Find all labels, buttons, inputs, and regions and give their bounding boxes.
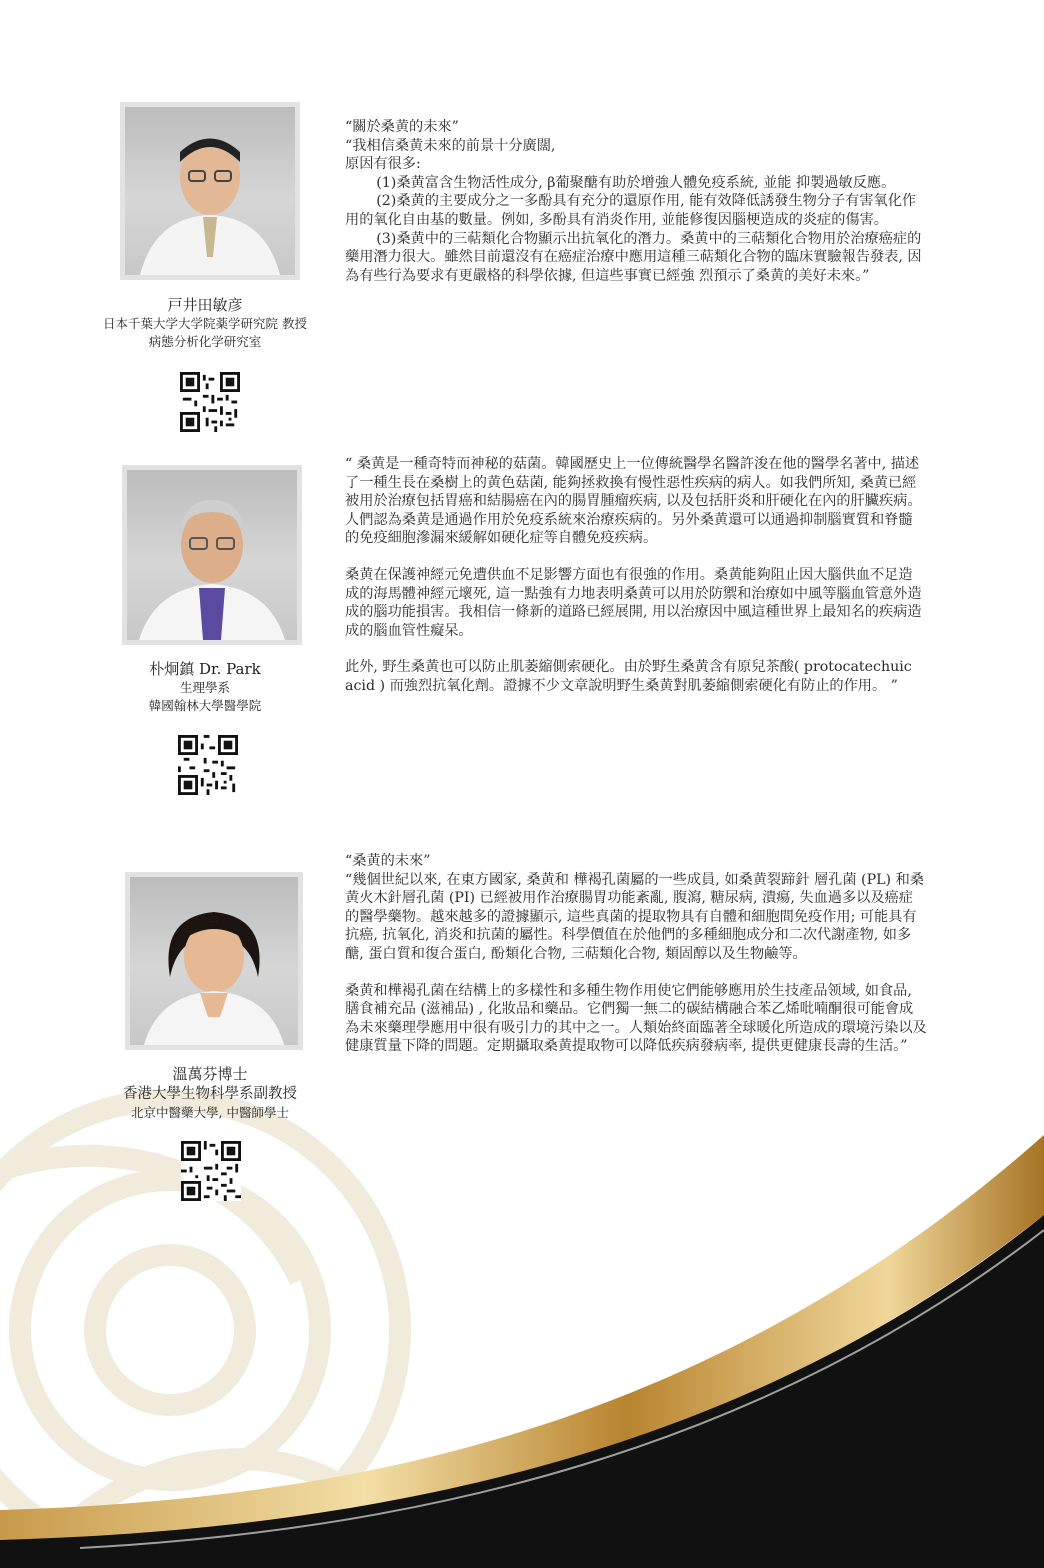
quote-line: 原因有很多: bbox=[345, 156, 421, 173]
quote-heading: “關於桑黄的未來” bbox=[345, 119, 459, 135]
expert-photo bbox=[125, 872, 303, 1050]
expert-title: 北京中醫藥大學, 中醫師學士 bbox=[131, 1105, 289, 1120]
expert-title: 病態分析化学研究室 bbox=[148, 334, 262, 349]
expert-title: 韓國翰林大學醫學院 bbox=[148, 698, 262, 713]
expert-name: 溫萬芬博士 bbox=[172, 1065, 248, 1083]
quote-paragraph: (2)桑黄的主要成分之一多酚具有充分的還原作用, 能有效降低誘發生物分子有害氧化作用的氧化自由基的數量。例如, 多酚具有消炎作用, 並能修復因腦梗造成的炎症的傷害。 bbox=[345, 193, 917, 228]
quote-paragraph: (1)桑黄富含生物活性成分, β葡聚醣有助於增強人體免疫系統, 並能 抑製過敏反應。 bbox=[376, 174, 896, 191]
expert-title: 生理學系 bbox=[179, 680, 230, 695]
quote-paragraph: “ 桑黄是一種奇特而神秘的菇菌。韓國歷史上一位傳統醫學名醫許浚在他的醫學名著中, 描述了一種生長在桑樹上的黄色菇菌, 能夠拯救換有慢性惡性疾病的病人。如我們所知, 桑黄已經被用於治療包括胃癌和結腸癌在內的腸胃腫瘤疾病, 以及包括肝炎和肝硬化在內的肝臟疾病。人們認為桑黄是通過作用於免疫系統來治療疾病的。另外桑黄還可以通過抑制腦實質和脊髓的免疫細胞滲漏來緩解如硬化症等自體免疫疾病。 bbox=[345, 456, 922, 547]
quote-paragraph: “幾個世紀以來, 在東方國家, 桑黄和 樺褐孔菌屬的一些成員, 如桑黄裂蹄針 層孔菌 (PL) 和桑黄火木針層孔菌 (PI) 已經被用作治療腸胃功能紊亂, 腹瀉, 糖尿病, 潰瘍, 失血過多以及癌症的醫學藥物。越來越多的證據顯示, 這些真菌的提取物具有自體和細胞間免疫作用; 可能具有抗癌, 抗氧化, 消炎和抗菌的屬性。科學價值在於他們的多種細胞成分和二次代謝產物, 如多醣, 蛋白質和復合蛋白, 酚類化合物, 三萜類化合物, 類固醇以及生物鹼等。 bbox=[345, 871, 924, 962]
quote-paragraph: 桑黄在保護神經元免遭供血不足影響方面也有很強的作用。桑黄能夠阻止因大腦供血不足造成的海馬體神經元壞死, 這一點強有力地表明桑黄可以用於防禦和治療如中風等腦血管意外造成的腦功能損害。我相信一條新的道路已經展開, 用以治療因中風這種世界上最知名的疾病造成的腦血管性癡呆。 bbox=[345, 566, 922, 639]
quote-paragraph: 桑黄和樺褐孔菌在结構上的多樣性和多種生物作用使它們能够應用於生技產品领域, 如食品, 膳食補充品 (滋補品) , 化妝品和藥品。它們獨一無二的碳結構融合苯乙烯吡喃酮很可能會成為未來藥理學應用中很有吸引力的其中之一。人類始終面臨著全球暖化所造成的環境污染以及健康質量下降的問題。定期攝取桑黄提取物可以降低疾病發病率, 提供更健康長壽的生活。” bbox=[345, 982, 927, 1055]
expert-quote bbox=[345, 852, 927, 1056]
expert-info bbox=[80, 1064, 340, 1122]
quote-paragraph: 此外, 野生桑黄也可以防止肌萎縮側索硬化。由於野生桑黄含有原兒茶酸( protocatechuic acid ) 而強烈抗氧化劑。證據不少文章說明野生桑黄對肌萎縮側索硬化有防止的作用。 ” bbox=[345, 659, 912, 694]
expert-title: 香港大學生物科學系副教授 bbox=[123, 1086, 297, 1102]
qr-code-icon[interactable] bbox=[181, 1141, 241, 1201]
quote-paragraph: (3)桑黄中的三萜類化合物顯示出抗氧化的潛力。桑黄中的三萜類化合物用於治療癌症的藥用潛力很大。雖然目前還沒有在癌症治療中應用這種三萜類化合物的臨床實驗報告發表, 因為有些行為要求有更嚴格的科學依據, 但這些事實已經強 烈預示了桑黄的美好未來。” bbox=[345, 230, 922, 284]
quote-line: “我相信桑黄未來的前景十分廣闊, bbox=[345, 137, 556, 154]
expert-title: 日本千葉大学大学院薬学研究院 教授 bbox=[103, 316, 307, 331]
expert-name: 朴炯鎮 Dr. Park bbox=[149, 660, 261, 678]
expert-name: 戸井田敏彦 bbox=[167, 296, 243, 314]
quote-heading: “桑黄的未來” bbox=[345, 853, 431, 869]
